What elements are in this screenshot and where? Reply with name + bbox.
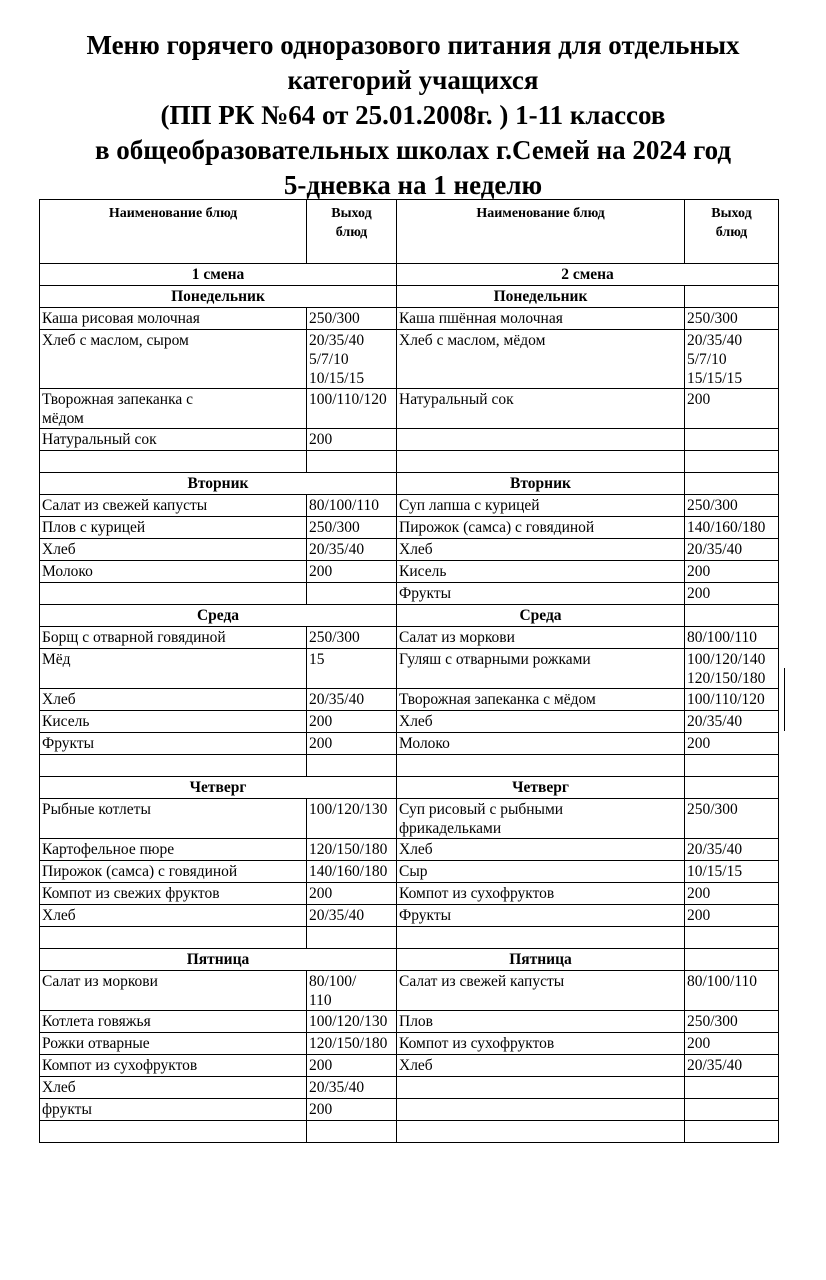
portion-shift-2: 200 [685,883,779,905]
portion-shift-1: 20/35/40 [307,905,397,927]
portion-shift-1: 120/150/180 [307,1033,397,1055]
dish-name-shift-1: Пирожок (самса) с говядиной [40,861,307,883]
dish-name-shift-1: Плов с курицей [40,517,307,539]
dish-name-shift-1: Хлеб с маслом, сыром [40,330,307,389]
day-row [40,777,779,799]
day-label-shift-2: Четверг [397,777,685,799]
table-row [40,1121,779,1143]
dish-name-shift-2: Каша пшённая молочная [397,308,685,330]
portion-shift-2 [685,1077,779,1099]
portion-shift-1: 100/110/120 [307,389,397,429]
table-row [40,561,779,583]
portion-shift-2: 10/15/15 [685,861,779,883]
empty-cell [685,777,779,799]
portion-shift-2: 200 [685,1033,779,1055]
portion-shift-1: 100/120/130 [307,1011,397,1033]
portion-shift-1: 200 [307,883,397,905]
dish-name-shift-1 [40,451,307,473]
portion-shift-2: 100/110/120 [685,689,779,711]
dish-name-shift-1: Компот из сухофруктов [40,1055,307,1077]
table-row [40,627,779,649]
dish-name-shift-2 [397,1077,685,1099]
portion-shift-1: 200 [307,711,397,733]
day-row [40,473,779,495]
day-row [40,286,779,308]
table-row [40,883,779,905]
title-line: 5-дневка на 1 неделю [283,170,543,200]
dish-name-shift-1: Молоко [40,561,307,583]
column-header-dish-name: Наименование блюд [40,200,307,264]
portion-shift-1: 20/35/40 [307,689,397,711]
dish-name-shift-2: Компот из сухофруктов [397,883,685,905]
dish-name-shift-2: Фрукты [397,583,685,605]
dish-name-shift-2: Плов [397,1011,685,1033]
portion-shift-2 [685,927,779,949]
title-line: Меню горячего одноразового питания для отдельных [86,30,740,60]
dish-name-shift-2: Салат из свежей капусты [397,971,685,1011]
day-label-shift-1: Понедельник [40,286,397,308]
title-line: (ПП РК №64 от 25.01.2008г. ) 1-11 классов [160,100,666,130]
portion-shift-2: 200 [685,561,779,583]
header-row [40,200,779,264]
dish-name-shift-1: Творожная запеканка с мёдом [40,389,307,429]
table-row [40,1033,779,1055]
dish-name-shift-2 [397,755,685,777]
table-row [40,649,779,689]
portion-shift-1 [307,451,397,473]
title-line: категорий учащихся [287,65,539,95]
table-row [40,1077,779,1099]
portion-shift-1: 250/300 [307,308,397,330]
dish-name-shift-2: Хлеб [397,839,685,861]
dish-name-shift-2 [397,429,685,451]
table-row [40,1099,779,1121]
portion-shift-2: 20/35/40 5/7/10 15/15/15 [685,330,779,389]
document-title [0,28,826,203]
dish-name-shift-1: Салат из моркови [40,971,307,1011]
portion-shift-1: 200 [307,733,397,755]
dish-name-shift-2 [397,927,685,949]
table-row [40,451,779,473]
portion-shift-1: 80/100/ 110 [307,971,397,1011]
portion-shift-2: 250/300 [685,799,779,839]
dish-name-shift-1 [40,583,307,605]
dish-name-shift-1: Хлеб [40,689,307,711]
table-row [40,517,779,539]
portion-shift-1: 200 [307,561,397,583]
portion-shift-2 [685,429,779,451]
table-row [40,429,779,451]
portion-shift-2: 80/100/110 [685,627,779,649]
dish-name-shift-1: Картофельное пюре [40,839,307,861]
dish-name-shift-2 [397,451,685,473]
day-label-shift-2: Среда [397,605,685,627]
portion-shift-1: 200 [307,1099,397,1121]
dish-name-shift-2 [397,1099,685,1121]
dish-name-shift-1: Рыбные котлеты [40,799,307,839]
dish-name-shift-2: Хлеб [397,539,685,561]
portion-shift-1: 100/120/130 [307,799,397,839]
portion-shift-1: 20/35/40 [307,539,397,561]
dish-name-shift-2: Творожная запеканка с мёдом [397,689,685,711]
dish-name-shift-2: Салат из моркови [397,627,685,649]
portion-shift-1: 250/300 [307,627,397,649]
table-row [40,1055,779,1077]
dish-name-shift-1: Котлета говяжья [40,1011,307,1033]
empty-cell [685,949,779,971]
day-row [40,949,779,971]
dish-name-shift-2: Хлеб с маслом, мёдом [397,330,685,389]
dish-name-shift-1 [40,927,307,949]
portion-shift-2: 20/35/40 [685,711,779,733]
dish-name-shift-1: Салат из свежей капусты [40,495,307,517]
shift-2-label: 2 смена [397,264,779,286]
table-row [40,330,779,389]
dish-name-shift-1 [40,1121,307,1143]
dish-name-shift-2: Фрукты [397,905,685,927]
empty-cell [685,473,779,495]
portion-shift-2: 20/35/40 [685,539,779,561]
dish-name-shift-2: Кисель [397,561,685,583]
portion-shift-2: 140/160/180 [685,517,779,539]
dish-name-shift-2: Натуральный сок [397,389,685,429]
day-label-shift-2: Вторник [397,473,685,495]
dish-name-shift-2: Молоко [397,733,685,755]
portion-shift-1 [307,1121,397,1143]
dish-name-shift-2: Хлеб [397,1055,685,1077]
dish-name-shift-2 [397,1121,685,1143]
table-row [40,839,779,861]
dish-name-shift-1: Борщ с отварной говядиной [40,627,307,649]
menu-table [39,199,779,1143]
dish-name-shift-2: Суп рисовый с рыбными фрикадельками [397,799,685,839]
dish-name-shift-1 [40,755,307,777]
dish-name-shift-1: Мёд [40,649,307,689]
day-label-shift-1: Вторник [40,473,397,495]
portion-shift-2 [685,755,779,777]
day-label-shift-1: Четверг [40,777,397,799]
portion-shift-1: 20/35/40 5/7/10 10/15/15 [307,330,397,389]
column-header-portion: Выход блюд [685,200,779,264]
table-row [40,583,779,605]
empty-cell [685,605,779,627]
portion-shift-2 [685,1121,779,1143]
table-row [40,905,779,927]
portion-shift-2: 200 [685,583,779,605]
day-label-shift-1: Среда [40,605,397,627]
title-line: в общеобразовательных школах г.Семей на 2024 год [94,135,732,165]
portion-shift-1: 20/35/40 [307,1077,397,1099]
table-row [40,733,779,755]
dish-name-shift-1: Хлеб [40,539,307,561]
portion-shift-2: 80/100/110 [685,971,779,1011]
portion-shift-1: 200 [307,1055,397,1077]
dish-name-shift-1: Каша рисовая молочная [40,308,307,330]
portion-shift-2 [685,1099,779,1121]
portion-shift-2 [685,451,779,473]
shift-row [40,264,779,286]
portion-shift-1: 140/160/180 [307,861,397,883]
dish-name-shift-2: Хлеб [397,711,685,733]
dish-name-shift-1: Фрукты [40,733,307,755]
portion-shift-1: 250/300 [307,517,397,539]
portion-shift-2: 20/35/40 [685,839,779,861]
table-row [40,689,779,711]
dish-name-shift-2: Пирожок (самса) с говядиной [397,517,685,539]
empty-cell [685,286,779,308]
portion-shift-1 [307,583,397,605]
portion-shift-1: 80/100/110 [307,495,397,517]
margin-line [784,668,785,731]
table-row [40,861,779,883]
table-row [40,539,779,561]
column-header-portion: Выход блюд [307,200,397,264]
table-row [40,927,779,949]
table-row [40,389,779,429]
portion-shift-2: 250/300 [685,1011,779,1033]
dish-name-shift-1: Кисель [40,711,307,733]
dish-name-shift-2: Суп лапша с курицей [397,495,685,517]
day-row [40,605,779,627]
day-label-shift-1: Пятница [40,949,397,971]
table-row [40,308,779,330]
portion-shift-1 [307,927,397,949]
table-row [40,711,779,733]
dish-name-shift-2: Компот из сухофруктов [397,1033,685,1055]
shift-1-label: 1 смена [40,264,397,286]
dish-name-shift-1: Хлеб [40,905,307,927]
portion-shift-2: 20/35/40 [685,1055,779,1077]
portion-shift-2: 250/300 [685,495,779,517]
table-row [40,799,779,839]
table-row [40,1011,779,1033]
dish-name-shift-1: Рожки отварные [40,1033,307,1055]
portion-shift-2: 100/120/140 120/150/180 [685,649,779,689]
dish-name-shift-2: Сыр [397,861,685,883]
portion-shift-2: 250/300 [685,308,779,330]
portion-shift-1 [307,755,397,777]
day-label-shift-2: Пятница [397,949,685,971]
table-row [40,755,779,777]
portion-shift-1: 200 [307,429,397,451]
dish-name-shift-1: Хлеб [40,1077,307,1099]
portion-shift-2: 200 [685,905,779,927]
table-row [40,971,779,1011]
portion-shift-1: 15 [307,649,397,689]
dish-name-shift-1: Компот из свежих фруктов [40,883,307,905]
table-row [40,495,779,517]
dish-name-shift-1: Натуральный сок [40,429,307,451]
portion-shift-2: 200 [685,733,779,755]
dish-name-shift-1: фрукты [40,1099,307,1121]
column-header-dish-name: Наименование блюд [397,200,685,264]
portion-shift-1: 120/150/180 [307,839,397,861]
day-label-shift-2: Понедельник [397,286,685,308]
dish-name-shift-2: Гуляш с отварными рожками [397,649,685,689]
portion-shift-2: 200 [685,389,779,429]
